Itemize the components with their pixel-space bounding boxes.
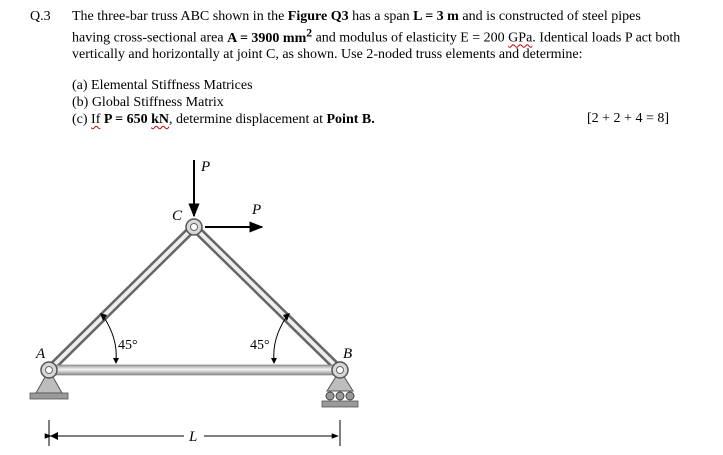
task-c-eq: = 650 [111,112,152,127]
angle-arc-right-tip2 [271,358,277,364]
angle-arc-right [274,316,287,361]
label-load-horizontal: P [252,202,262,218]
support-b-base [322,401,358,407]
area-value: A = 3900 mm [227,30,307,46]
label-angle-right: 45° [250,338,270,353]
marks-allocation: [2 + 2 + 4 = 8] [586,111,669,126]
task-c-point: Point B. [326,112,375,127]
angle-arc-left [103,316,116,361]
label-joint-a: A [36,346,46,362]
label-span: L [189,429,198,445]
task-c-rest: , determine displacement at [169,112,327,127]
label-joint-b: B [343,346,353,362]
dim-arrow-left [50,432,58,440]
roller-3 [346,392,354,400]
label-load-vertical: P [201,159,211,175]
task-c-prefix: (c) [72,112,92,127]
task-c-kn: kN [151,112,170,127]
roller-1 [326,392,334,400]
joint-c-pin-center [191,224,198,231]
angle-arc-left-tip2 [113,358,119,364]
label-joint-c: C [172,208,183,224]
span-expr: L = 3 m [413,9,459,24]
gpa-unit: GPa [508,30,533,46]
roller-2 [336,392,344,400]
question-number: Q.3 [30,9,51,24]
task-c-p: P [100,112,112,127]
figure-ref: Figure Q3 [287,9,349,24]
task-b: (b) Global Stiffness Matrix [72,95,224,110]
task-c-if: If [91,112,101,127]
task-a: (a) Elemental Stiffness Matrices [72,78,253,93]
label-angle-left: 45° [118,338,138,353]
intro-part-5: . Identical loads P act both vertically and horizontally at joint C, as shown. Use 2-noded truss elements and determine: [72,30,681,62]
joint-b-pin-center [337,367,344,374]
intro-part-1: The three-bar truss ABC shown in the [72,9,288,24]
joint-a-pin-center [46,367,53,374]
intro-part-2: has a span [348,9,414,24]
bar-ab [49,365,340,375]
intro-part-4: and modulus of elasticity E = 200 [312,30,509,46]
support-a-base [30,393,68,399]
area-superscript: 2 [306,26,313,39]
intro-part-3: and is constructed of steel pipes having cross-sectional area [72,9,641,46]
